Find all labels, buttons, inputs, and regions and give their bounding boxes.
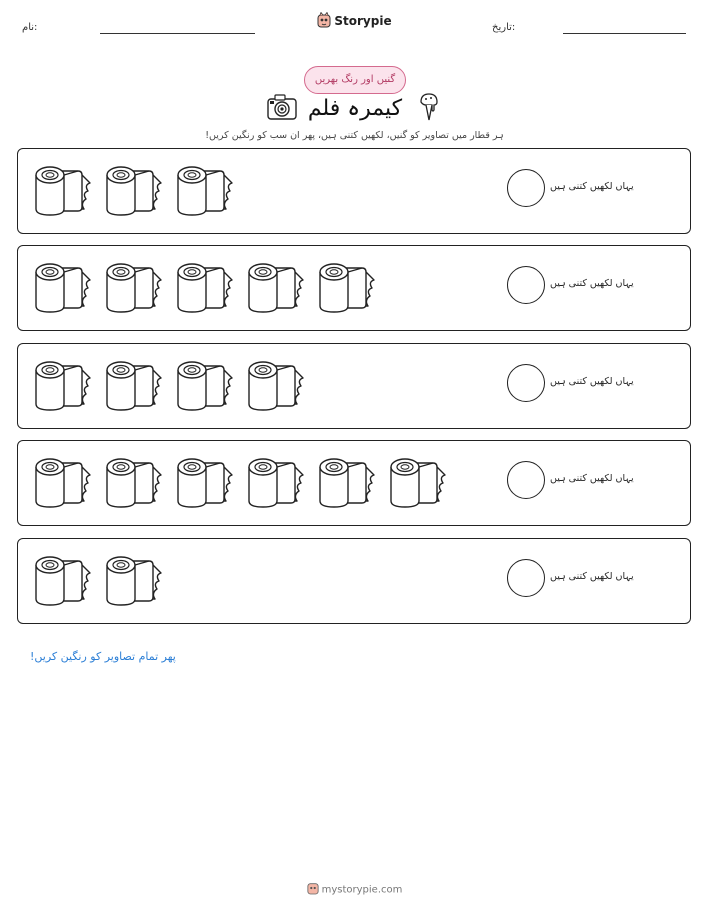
film-roll-icon — [383, 453, 454, 517]
counting-row — [17, 148, 691, 234]
footer — [0, 881, 709, 898]
storypie-logo-icon — [317, 12, 331, 31]
row-items — [28, 551, 170, 615]
brand — [0, 12, 709, 31]
counting-row — [17, 245, 691, 331]
counting-row — [17, 538, 691, 624]
film-roll-icon — [99, 551, 170, 615]
film-roll-icon — [99, 258, 170, 322]
footer-logo-icon — [307, 881, 319, 898]
name-field[interactable] — [100, 33, 255, 34]
film-roll-icon — [170, 161, 241, 225]
film-roll-icon — [99, 161, 170, 225]
row-items — [28, 356, 312, 420]
name-label: نام: — [22, 22, 38, 33]
instruction: ہر قطار میں تصاویر کو گنیں، لکھیں کتنی ہیں، پھر ان سب کو رنگین کریں! — [205, 130, 504, 141]
film-roll-icon — [99, 356, 170, 420]
film-roll-icon — [241, 356, 312, 420]
film-roll-icon — [312, 453, 383, 517]
brand-name: Storypie — [334, 14, 392, 28]
row-items — [28, 453, 454, 517]
film-roll-icon — [28, 551, 99, 615]
footer-url: mystorypie.com — [321, 884, 403, 896]
closing-note: پھر تمام تصاویر کو رنگین کریں! — [30, 650, 176, 663]
ice-cream-icon — [418, 92, 440, 126]
film-roll-icon — [28, 453, 99, 517]
answer-prompt: یہاں لکھیں کتنی ہیں — [550, 181, 634, 192]
answer-circle[interactable] — [507, 559, 545, 597]
film-roll-icon — [312, 258, 383, 322]
answer-circle[interactable] — [507, 169, 545, 207]
counting-row — [17, 440, 691, 526]
film-roll-icon — [28, 161, 99, 225]
page-title: کیمرہ فلم — [307, 96, 403, 121]
date-field[interactable] — [563, 33, 686, 34]
answer-circle[interactable] — [507, 364, 545, 402]
row-items — [28, 258, 383, 322]
film-roll-icon — [28, 258, 99, 322]
film-roll-icon — [99, 453, 170, 517]
date-label: تاریخ: — [492, 22, 516, 33]
film-roll-icon — [170, 453, 241, 517]
film-roll-icon — [170, 258, 241, 322]
answer-prompt: یہاں لکھیں کتنی ہیں — [550, 571, 634, 582]
counting-row — [17, 343, 691, 429]
film-roll-icon — [28, 356, 99, 420]
film-roll-icon — [170, 356, 241, 420]
row-items — [28, 161, 241, 225]
activity-badge: گنیں اور رنگ بھریں — [304, 66, 406, 94]
film-roll-icon — [241, 258, 312, 322]
answer-circle[interactable] — [507, 266, 545, 304]
answer-circle[interactable] — [507, 461, 545, 499]
film-roll-icon — [241, 453, 312, 517]
answer-prompt: یہاں لکھیں کتنی ہیں — [550, 278, 634, 289]
answer-prompt: یہاں لکھیں کتنی ہیں — [550, 473, 634, 484]
answer-prompt: یہاں لکھیں کتنی ہیں — [550, 376, 634, 387]
camera-icon — [266, 92, 298, 126]
